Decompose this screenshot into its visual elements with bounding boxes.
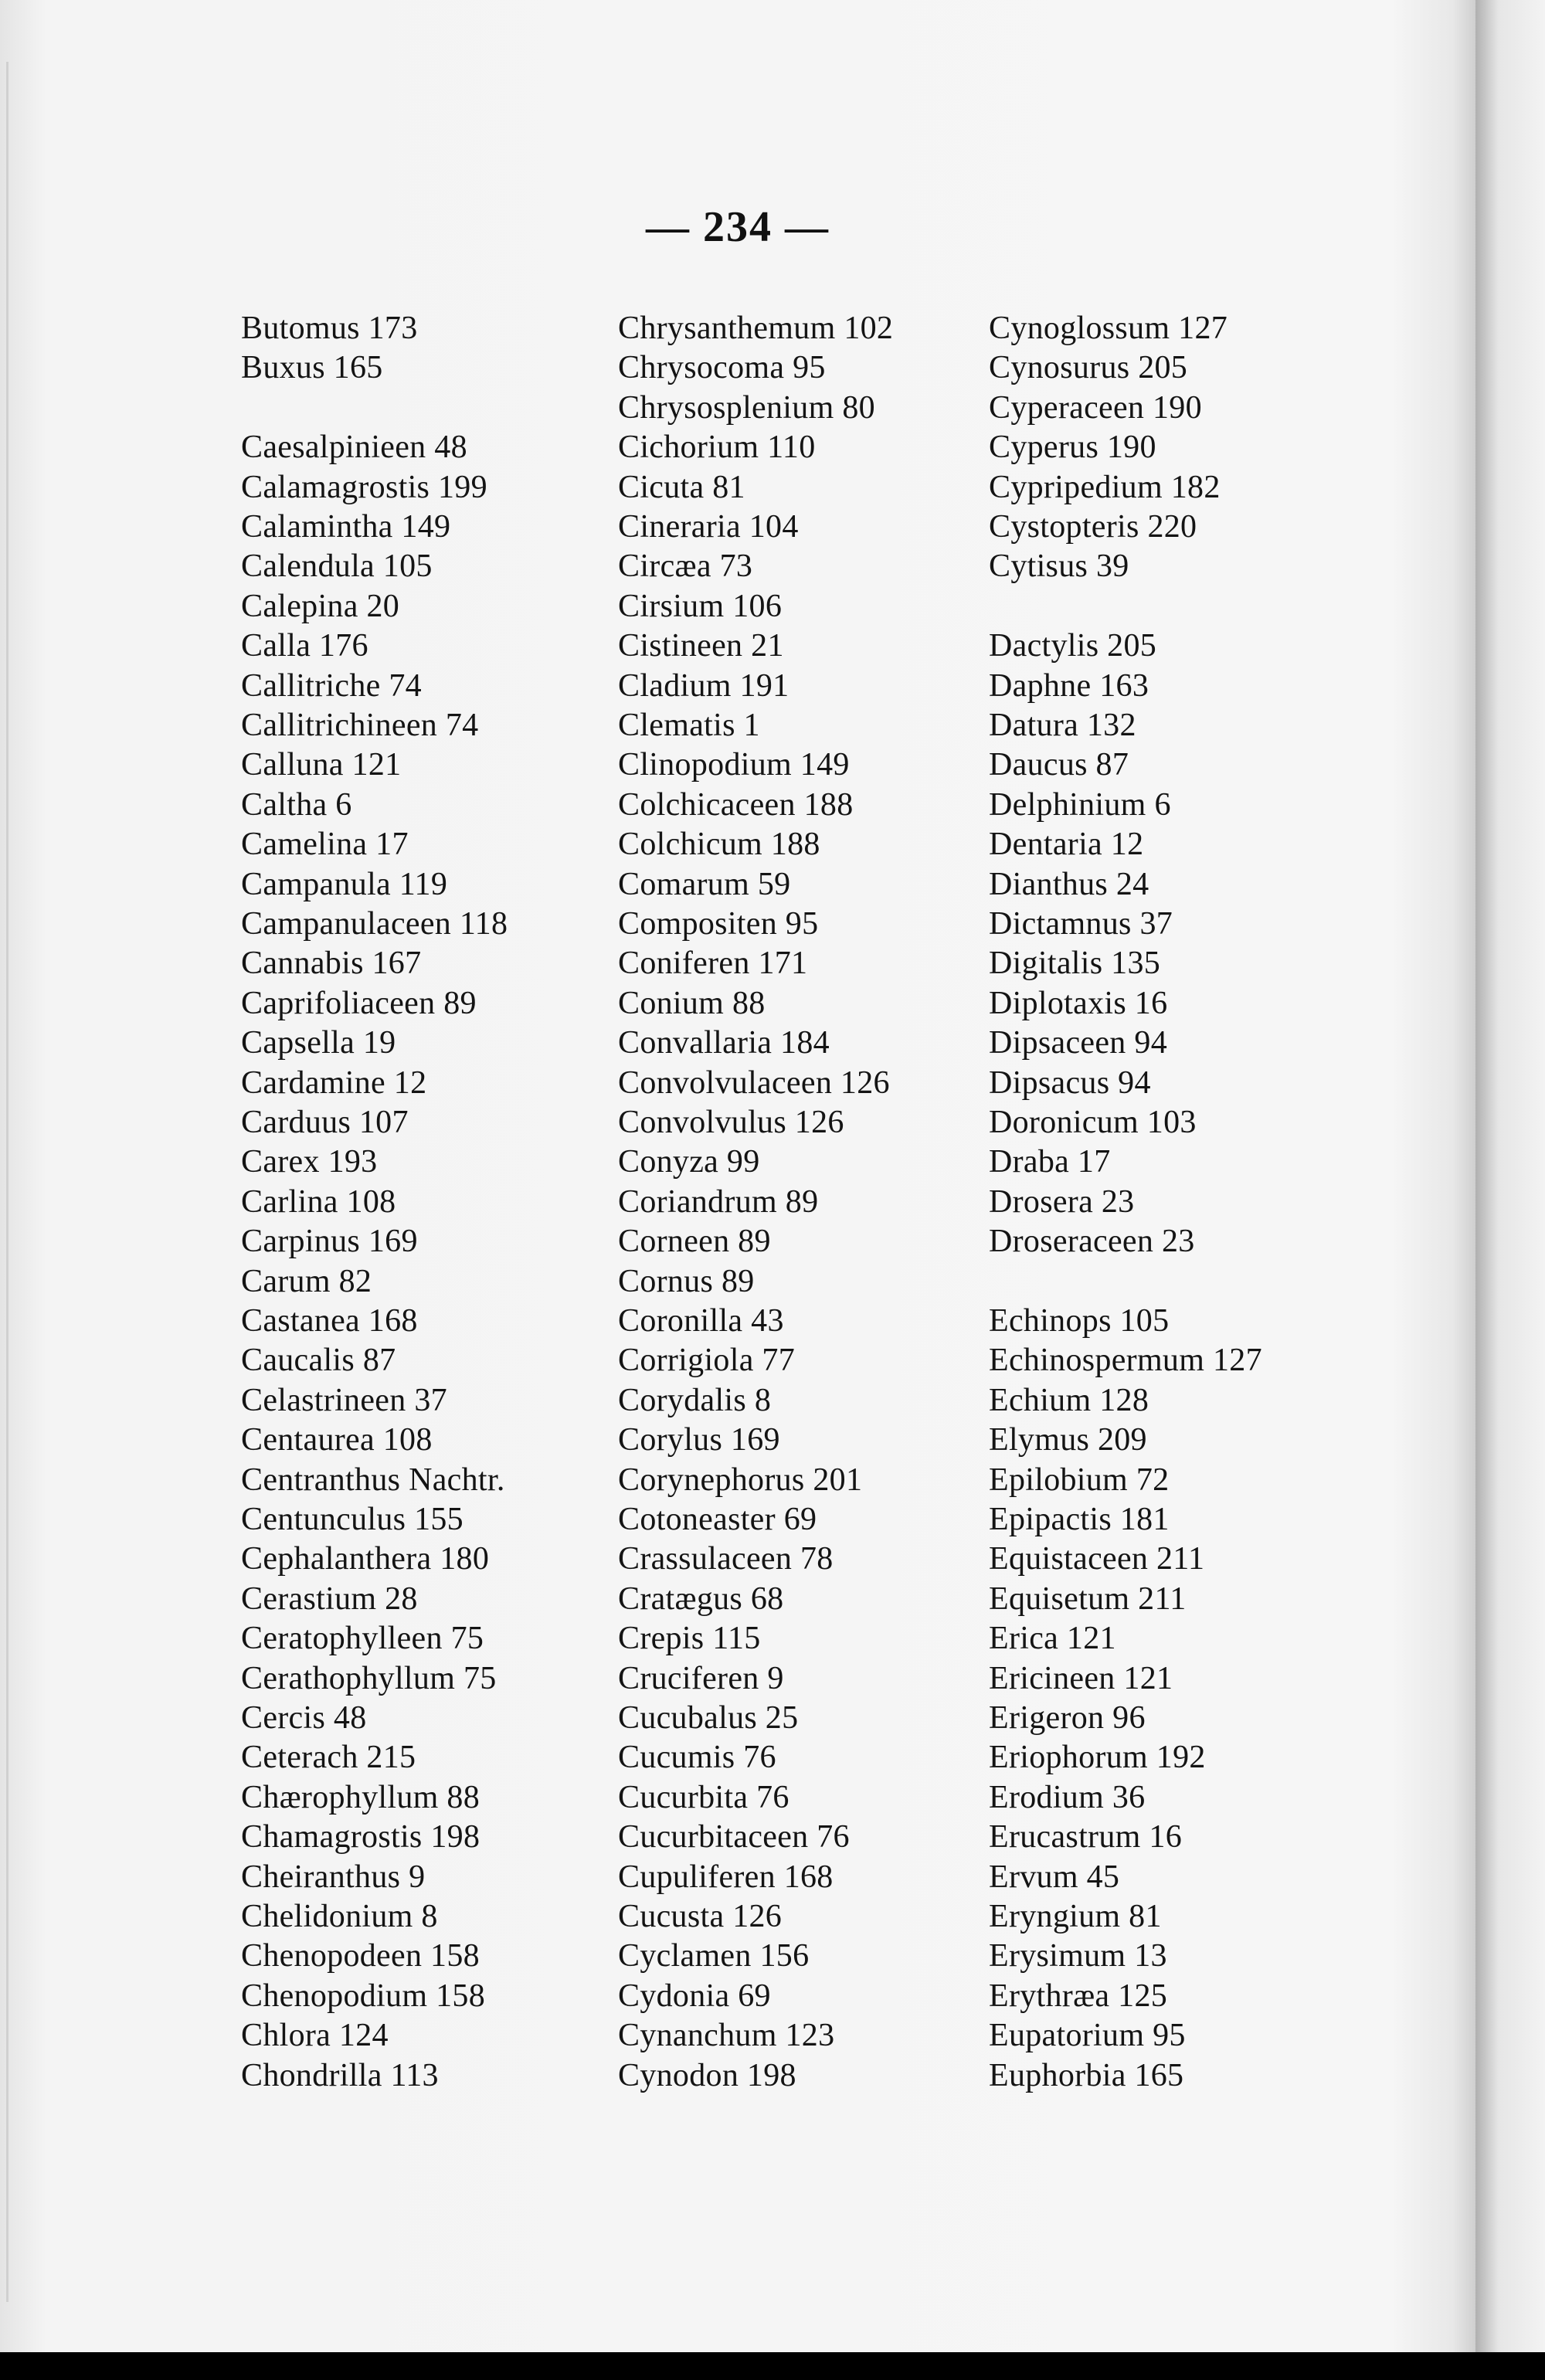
- index-entry: Conium 88: [618, 985, 766, 1021]
- index-entry: Cichorium 110: [618, 429, 816, 466]
- index-entry: Erucastrum 16: [989, 1819, 1182, 1855]
- index-entry: Colchicaceen 188: [618, 786, 854, 823]
- index-entry: Comarum 59: [618, 866, 791, 902]
- index-entry: Dipsaceen 94: [989, 1025, 1168, 1061]
- index-entry: Ericineen 121: [989, 1660, 1173, 1696]
- index-entry: Cyperus 190: [989, 429, 1156, 466]
- index-entry: Callitriche 74: [241, 667, 422, 704]
- index-entry: Clematis 1: [618, 708, 760, 743]
- index-entry: Epipactis 181: [989, 1502, 1170, 1537]
- index-entry: Chenopodium 158: [241, 1978, 485, 2014]
- index-entry: Echinops 105: [989, 1303, 1170, 1339]
- index-entry: Daphne 163: [989, 667, 1149, 704]
- index-entry: Elymus 209: [989, 1422, 1147, 1458]
- index-entry: Dipsacus 94: [989, 1064, 1151, 1101]
- index-entry: Cheiranthus 9: [241, 1859, 426, 1895]
- index-entry: Chamagrostis 198: [241, 1819, 480, 1855]
- index-entry: Cucumis 76: [618, 1740, 776, 1776]
- index-entry: Cardamine 12: [241, 1064, 427, 1101]
- index-entry: Doronicum 103: [989, 1105, 1197, 1140]
- index-entry: Dictamnus 37: [989, 906, 1173, 942]
- index-entry: Cistineen 21: [618, 628, 784, 664]
- index-entry: Chærophyllum 88: [241, 1779, 480, 1815]
- index-entry: Calepina 20: [241, 588, 400, 624]
- index-entry: Cucurbitaceen 76: [618, 1819, 850, 1855]
- index-entry: Cladium 191: [618, 667, 789, 704]
- index-entry: Datura 132: [989, 708, 1136, 743]
- index-entry: Chrysosplenium 80: [618, 389, 875, 426]
- index-entry: Cerathophyllum 75: [241, 1660, 497, 1696]
- index-entry: Cratægus 68: [618, 1580, 784, 1617]
- index-entry: Centunculus 155: [241, 1502, 464, 1537]
- index-entry: Cannabis 167: [241, 946, 422, 982]
- index-entry: Chrysocoma 95: [618, 350, 826, 386]
- page-edge-shadow: [6, 62, 8, 2302]
- index-entry: Chondrilla 113: [241, 2057, 439, 2093]
- index-entry: Erigeron 96: [989, 1700, 1146, 1736]
- index-entry: Cynoglossum 127: [989, 311, 1228, 346]
- book-gutter: [1475, 0, 1545, 2352]
- index-entry: Conyza 99: [618, 1144, 760, 1180]
- index-entry: Cypripedium 182: [989, 469, 1221, 505]
- index-entry: Caltha 6: [241, 786, 352, 823]
- index-entry: Butomus 173: [241, 311, 418, 346]
- index-entry: Castanea 168: [241, 1303, 418, 1339]
- index-entry: Cotoneaster 69: [618, 1502, 817, 1537]
- index-entry: Campanula 119: [241, 866, 448, 902]
- index-entry: Cirsium 106: [618, 588, 783, 624]
- index-entry: Convolvulaceen 126: [618, 1064, 890, 1101]
- index-entry: Chenopodeen 158: [241, 1938, 480, 1974]
- index-entry: Carum 82: [241, 1263, 372, 1299]
- index-entry: Calluna 121: [241, 747, 402, 783]
- index-entry: Cystopteris 220: [989, 509, 1197, 545]
- index-entry: Cephalanthera 180: [241, 1541, 490, 1577]
- index-entry: Cineraria 104: [618, 509, 799, 545]
- index-entry: Eupatorium 95: [989, 2018, 1186, 2054]
- index-entry: Ceratophylleen 75: [241, 1621, 484, 1657]
- index-entry: Coronilla 43: [618, 1303, 784, 1339]
- index-entry: Cornus 89: [618, 1263, 755, 1299]
- index-entry: Eryngium 81: [989, 1899, 1162, 1934]
- index-entry: Eriophorum 192: [989, 1740, 1206, 1776]
- index-entry: Digitalis 135: [989, 946, 1161, 982]
- index-entry: Erodium 36: [989, 1779, 1146, 1815]
- index-entry: Ceterach 215: [241, 1740, 416, 1776]
- index-entry: Calendula 105: [241, 548, 433, 585]
- index-entry: Carex 193: [241, 1144, 378, 1180]
- index-entry: Cerastium 28: [241, 1580, 418, 1617]
- index-entry: Echium 128: [989, 1382, 1149, 1418]
- index-entry: Carpinus 169: [241, 1224, 418, 1260]
- index-entry: Dianthus 24: [989, 866, 1149, 902]
- index-entry: Centaurea 108: [241, 1422, 433, 1458]
- index-entry: Dentaria 12: [989, 827, 1144, 863]
- index-entry: Callitrichineen 74: [241, 708, 479, 743]
- index-entry: Cynanchum 123: [618, 2018, 835, 2054]
- index-entry: Cytisus 39: [989, 548, 1129, 585]
- index-entry: Circæa 73: [618, 548, 753, 585]
- index-entry: Chlora 124: [241, 2018, 389, 2054]
- index-entry: Epilobium 72: [989, 1462, 1170, 1498]
- index-entry: Cynosurus 205: [989, 350, 1188, 386]
- index-entry: Cucubalus 25: [618, 1700, 799, 1736]
- index-entry: Echinospermum 127: [989, 1343, 1262, 1379]
- index-entry: Daucus 87: [989, 747, 1129, 783]
- index-entry: Dactylis 205: [989, 628, 1157, 664]
- index-entry: Cydonia 69: [618, 1978, 771, 2014]
- index-entry: Coniferen 171: [618, 946, 808, 982]
- index-entry: Celastrineen 37: [241, 1382, 447, 1418]
- index-entry: Colchicum 188: [618, 827, 820, 863]
- index-entry: Cercis 48: [241, 1700, 367, 1736]
- index-entry: Chelidonium 8: [241, 1899, 438, 1934]
- index-entry: Equistaceen 211: [989, 1541, 1205, 1577]
- index-entry: Caprifoliaceen 89: [241, 985, 477, 1021]
- index-entry: Cruciferen 9: [618, 1660, 784, 1696]
- index-entry: Cyperaceen 190: [989, 389, 1202, 426]
- index-entry: Euphorbia 165: [989, 2057, 1184, 2093]
- index-entry: Compositen 95: [618, 906, 819, 942]
- index-entry: Erythræa 125: [989, 1978, 1168, 2014]
- index-entry: Corrigiola 77: [618, 1343, 796, 1379]
- index-entry: Cyclamen 156: [618, 1938, 810, 1974]
- index-entry: Draba 17: [989, 1144, 1111, 1180]
- index-entry: Campanulaceen 118: [241, 906, 508, 942]
- index-entry: Chrysanthemum 102: [618, 311, 894, 346]
- index-entry: Capsella 19: [241, 1025, 396, 1061]
- page-number: — 234 —: [646, 203, 830, 251]
- index-entry: Buxus 165: [241, 350, 383, 386]
- index-entry: Cucusta 126: [618, 1899, 783, 1934]
- index-entry: Corneen 89: [618, 1224, 771, 1260]
- index-entry: Caucalis 87: [241, 1343, 396, 1379]
- index-entry: Corylus 169: [618, 1422, 780, 1458]
- index-entry: Drosera 23: [989, 1183, 1135, 1220]
- index-entry: Droseraceen 23: [989, 1224, 1195, 1260]
- index-entry: Ervum 45: [989, 1859, 1120, 1895]
- index-entry: Erysimum 13: [989, 1938, 1167, 1974]
- index-entry: Corynephorus 201: [618, 1462, 863, 1498]
- index-entry: Clinopodium 149: [618, 747, 850, 783]
- index-entry: Calamintha 149: [241, 509, 451, 545]
- index-entry: Corydalis 8: [618, 1382, 772, 1418]
- index-entry: Caesalpinieen 48: [241, 429, 467, 466]
- index-entry: Carlina 108: [241, 1183, 396, 1220]
- index-entry: Cupuliferen 168: [618, 1859, 834, 1895]
- index-entry: Erica 121: [989, 1621, 1116, 1657]
- index-entry: Convallaria 184: [618, 1025, 830, 1061]
- scan-border: [0, 2352, 1545, 2380]
- index-entry: Equisetum 211: [989, 1580, 1187, 1617]
- index-entry: Delphinium 6: [989, 786, 1171, 823]
- index-entry: Diplotaxis 16: [989, 985, 1168, 1021]
- index-entry: Crepis 115: [618, 1621, 761, 1657]
- index-entry: Coriandrum 89: [618, 1183, 819, 1220]
- index-entry: Camelina 17: [241, 827, 409, 863]
- index-entry: Cicuta 81: [618, 469, 745, 505]
- index-entry: Calla 176: [241, 628, 368, 664]
- index-entry: Calamagrostis 199: [241, 469, 487, 505]
- index-entry: Centranthus Nachtr.: [241, 1462, 505, 1498]
- index-entry: Cucurbita 76: [618, 1779, 789, 1815]
- index-entry: Crassulaceen 78: [618, 1541, 834, 1577]
- index-entry: Cynodon 198: [618, 2057, 796, 2093]
- index-entry: Convolvulus 126: [618, 1105, 844, 1140]
- index-entry: Carduus 107: [241, 1105, 409, 1140]
